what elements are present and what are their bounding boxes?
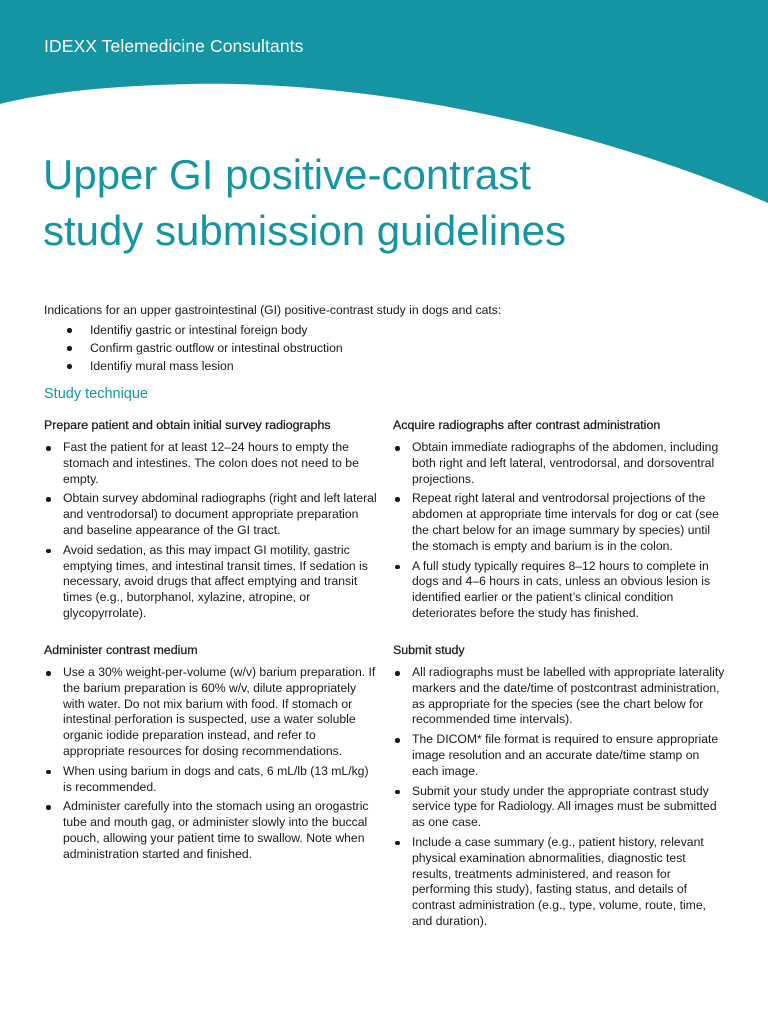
page-title (43, 147, 683, 259)
administer-list (44, 665, 379, 863)
prepare-patient-section (44, 418, 379, 626)
list-item: Include a case summary (e.g., patient history, relevant physical examination abnormalities, diagnostic test results, treatments administered, and reason for performing this study), fasting status, and details of contrast administration (e.g., type, volume, route, time, and duration). (393, 835, 728, 930)
list-item: Identifiy mural mass lesion (44, 357, 724, 375)
acquire-list (393, 440, 728, 622)
list-item: Administer carefully into the stomach using an orogastric tube and mouth gag, or administer slowly into the buccal pouch, allowing your patient time to swallow. Note when administration started and finished. (44, 799, 379, 862)
subsection-heading-prepare: Prepare patient and obtain initial survey radiographs (44, 418, 331, 432)
subsection-heading-acquire: Acquire radiographs after contrast administration (393, 418, 661, 432)
list-item: All radiographs must be labelled with appropriate laterality markers and the date/time of postcontrast administration, as appropriate for the species (see the chart below for recommended time intervals). (393, 665, 728, 728)
list-item: Obtain survey abdominal radiographs (right and left lateral and ventrodorsal) to document appropriate preparation and baseline appearance of the GI tract. (44, 491, 379, 538)
administer-contrast-section (44, 643, 379, 867)
list-item: Submit your study under the appropriate contrast study service type for Radiology. All images must be submitted as one case. (393, 784, 728, 831)
acquire-radiographs-section (393, 418, 728, 626)
list-item: Identifiy gastric or intestinal foreign body (44, 321, 724, 339)
list-item: A full study typically requires 8–12 hours to complete in dogs and 4–6 hours in cats, unless an obvious lesion is identified earlier or the patient’s clinical condition deteriorates before the study has finished. (393, 559, 728, 622)
list-item: Repeat right lateral and ventrodorsal projections of the abdomen at appropriate time intervals for dog or cat (see the chart below for an image summary by species) until the stomach is empty and barium is in the colon. (393, 491, 728, 554)
page-title-line-1: Upper GI positive-contrast (43, 151, 531, 198)
list-item: Obtain immediate radiographs of the abdomen, including both right and left lateral, ventrodorsal, and dorsoventral projections. (393, 440, 728, 487)
indications-section (44, 302, 724, 375)
submit-list (393, 665, 728, 930)
list-item: When using barium in dogs and cats, 6 mL/lb (13 mL/kg) is recommended. (44, 764, 379, 796)
indications-intro-text: Indications for an upper gastrointestinal (GI) positive-contrast study in dogs and cats: (44, 303, 502, 317)
subsection-heading-administer: Administer contrast medium (44, 643, 198, 657)
subsection-heading-submit: Submit study (393, 643, 465, 657)
organization-name: IDEXX Telemedicine Consultants (44, 36, 304, 56)
list-item: The DICOM* file format is required to ensure appropriate image resolution and an accurate date/time stamp on each image. (393, 732, 728, 779)
page-title-line-2: study submission guidelines (43, 207, 566, 254)
submit-study-section (393, 643, 728, 934)
list-item: Confirm gastric outflow or intestinal obstruction (44, 339, 724, 357)
section-heading-study-technique: Study technique (44, 386, 148, 402)
prepare-list (44, 440, 379, 622)
list-item: Use a 30% weight-per-volume (w/v) barium preparation. If the barium preparation is 60% w/v, dilute appropriately with water. Do not mix barium with food. If stomach or intestinal perforation is suspected, use a water soluble organic iodide preparation instead, and refer to appropriate resources for dosing recommendations. (44, 665, 379, 760)
list-item: Fast the patient for at least 12–24 hours to empty the stomach and intestines. The colon does not need to be empty. (44, 440, 379, 487)
list-item: Avoid sedation, as this may impact GI motility, gastric emptying times, and intestinal transit times. If sedation is necessary, avoid drugs that affect emptying and transit times (e.g., butorphanol, xylazine, atropine, or glycopyrrolate). (44, 543, 379, 622)
indications-list (44, 321, 724, 375)
